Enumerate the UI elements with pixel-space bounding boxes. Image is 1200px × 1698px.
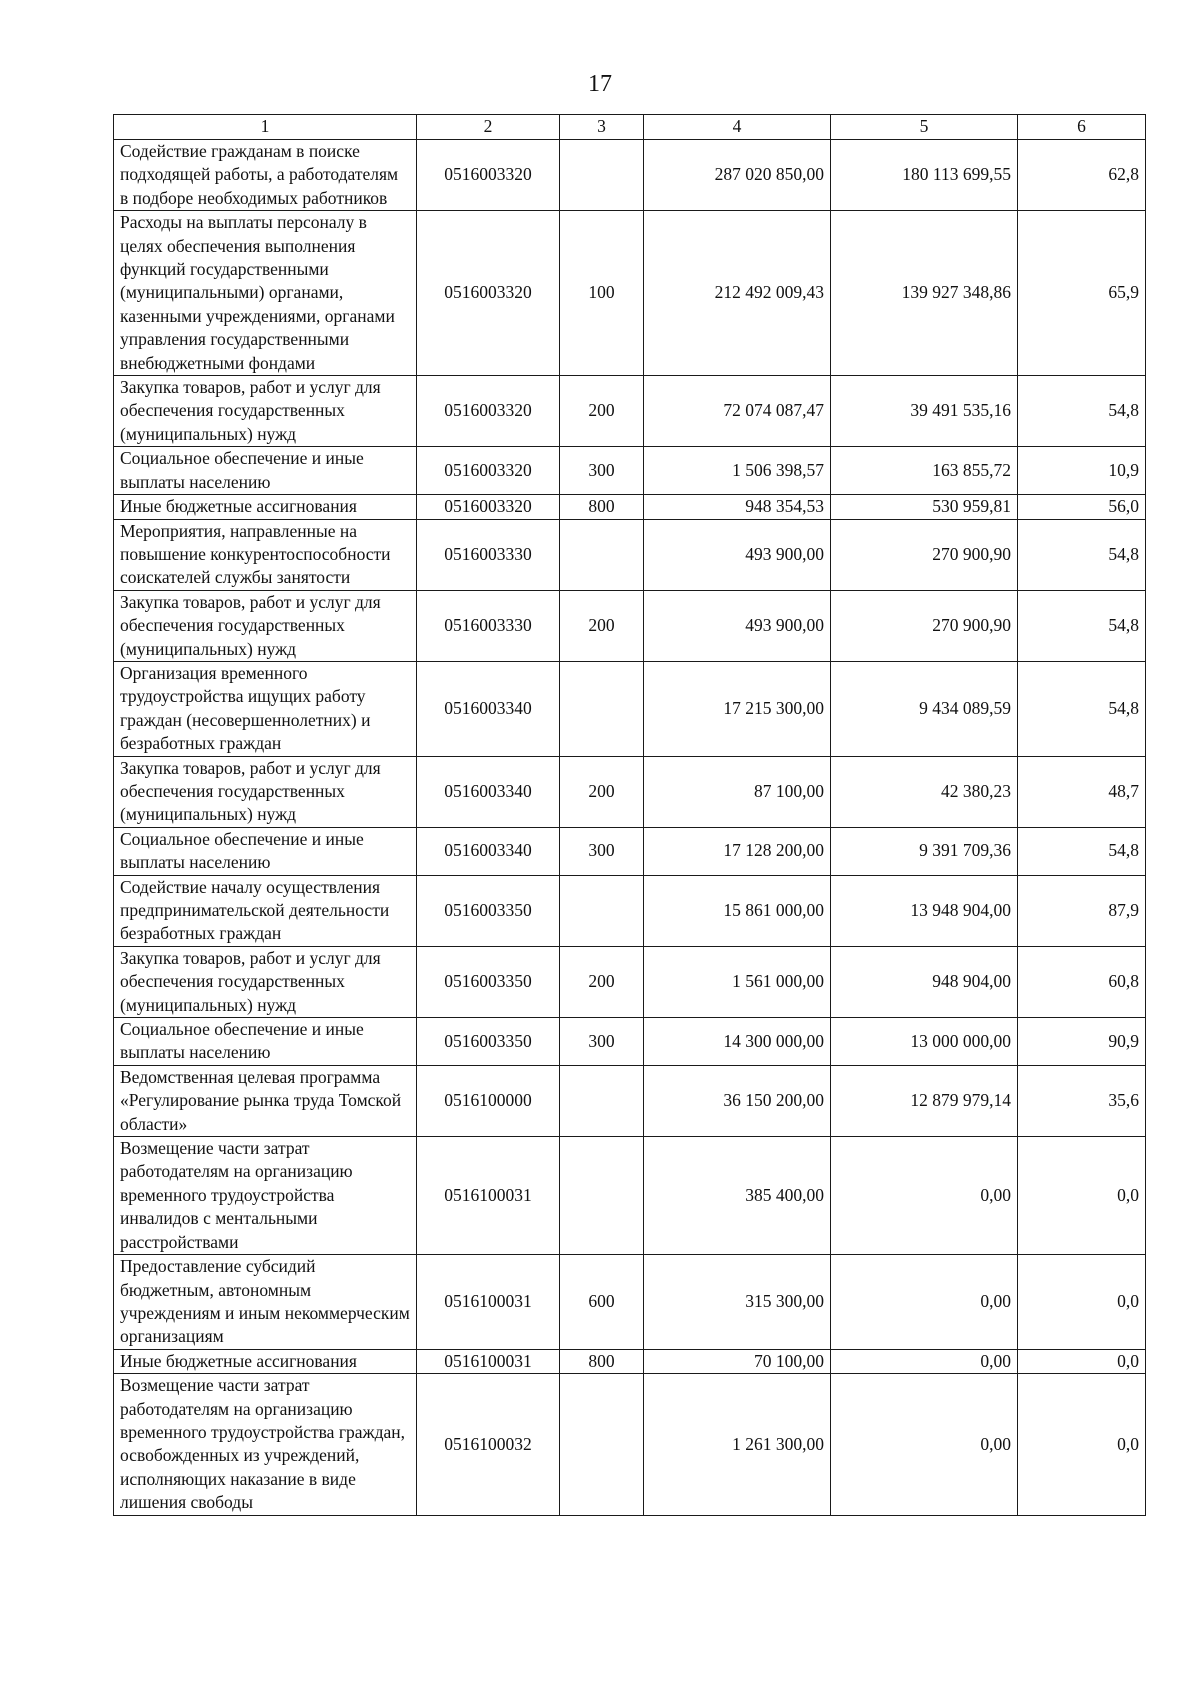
percent-cell: 0,0 (1018, 1349, 1146, 1373)
percent-cell: 54,8 (1018, 519, 1146, 590)
table-row (114, 376, 1146, 447)
row-name-cell: Закупка товаров, работ и услуг для обеспечения государственных (муниципальных) нужд (114, 590, 417, 661)
percent-cell: 54,8 (1018, 376, 1146, 447)
table-row (114, 590, 1146, 661)
planned-amount-cell: 212 492 009,43 (644, 211, 831, 376)
column-header-5: 5 (831, 115, 1018, 140)
expense-type-cell: 800 (560, 495, 644, 519)
table-row (114, 211, 1146, 376)
expense-type-cell (560, 661, 644, 756)
actual-amount-cell: 0,00 (831, 1374, 1018, 1515)
row-name-cell: Иные бюджетные ассигнования (114, 1349, 417, 1373)
row-name-cell: Возмещение части затрат работодателям на организацию временного трудоустройства граждан, освобожденных из учреждений, исполняющих наказание в виде лишения свободы (114, 1374, 417, 1515)
row-name-cell: Ведомственная целевая программа «Регулирование рынка труда Томской области» (114, 1065, 417, 1136)
actual-amount-cell: 12 879 979,14 (831, 1065, 1018, 1136)
row-name-cell: Содействие началу осуществления предпринимательской деятельности безработных граждан (114, 875, 417, 946)
target-code-cell: 0516100031 (417, 1255, 560, 1350)
row-name-cell: Закупка товаров, работ и услуг для обеспечения государственных (муниципальных) нужд (114, 376, 417, 447)
table-row (114, 1349, 1146, 1373)
planned-amount-cell: 72 074 087,47 (644, 376, 831, 447)
target-code-cell: 0516003330 (417, 590, 560, 661)
table-body (114, 140, 1146, 1516)
expense-type-cell: 300 (560, 447, 644, 495)
row-name-cell: Социальное обеспечение и иные выплаты населению (114, 827, 417, 875)
expense-type-cell (560, 1065, 644, 1136)
planned-amount-cell: 315 300,00 (644, 1255, 831, 1350)
actual-amount-cell: 180 113 699,55 (831, 140, 1018, 211)
expense-type-cell: 200 (560, 590, 644, 661)
percent-cell: 54,8 (1018, 590, 1146, 661)
planned-amount-cell: 1 261 300,00 (644, 1374, 831, 1515)
actual-amount-cell: 948 904,00 (831, 946, 1018, 1017)
actual-amount-cell: 139 927 348,86 (831, 211, 1018, 376)
row-name-cell: Мероприятия, направленные на повышение конкурентоспособности соискателей службы занятости (114, 519, 417, 590)
percent-cell: 56,0 (1018, 495, 1146, 519)
target-code-cell: 0516003340 (417, 661, 560, 756)
expense-type-cell: 300 (560, 1018, 644, 1066)
percent-cell: 87,9 (1018, 875, 1146, 946)
percent-cell: 60,8 (1018, 946, 1146, 1017)
target-code-cell: 0516003330 (417, 519, 560, 590)
percent-cell: 54,8 (1018, 661, 1146, 756)
actual-amount-cell: 39 491 535,16 (831, 376, 1018, 447)
expense-type-cell: 200 (560, 376, 644, 447)
planned-amount-cell: 385 400,00 (644, 1137, 831, 1255)
expense-type-cell: 100 (560, 211, 644, 376)
column-header-4: 4 (644, 115, 831, 140)
target-code-cell: 0516003350 (417, 1018, 560, 1066)
actual-amount-cell: 9 434 089,59 (831, 661, 1018, 756)
target-code-cell: 0516003320 (417, 140, 560, 211)
actual-amount-cell: 13 948 904,00 (831, 875, 1018, 946)
planned-amount-cell: 493 900,00 (644, 519, 831, 590)
planned-amount-cell: 70 100,00 (644, 1349, 831, 1373)
table-row (114, 756, 1146, 827)
planned-amount-cell: 1 506 398,57 (644, 447, 831, 495)
expense-type-cell (560, 519, 644, 590)
row-name-cell: Содействие гражданам в поиске подходящей работы, а работодателям в подборе необходимых работников (114, 140, 417, 211)
table-row (114, 1137, 1146, 1255)
expense-type-cell: 300 (560, 827, 644, 875)
expense-type-cell (560, 875, 644, 946)
header-row (114, 115, 1146, 140)
expense-type-cell: 800 (560, 1349, 644, 1373)
actual-amount-cell: 270 900,90 (831, 590, 1018, 661)
budget-table (113, 114, 1146, 1516)
target-code-cell: 0516100031 (417, 1349, 560, 1373)
planned-amount-cell: 17 215 300,00 (644, 661, 831, 756)
target-code-cell: 0516003320 (417, 376, 560, 447)
expense-type-cell (560, 1374, 644, 1515)
planned-amount-cell: 1 561 000,00 (644, 946, 831, 1017)
actual-amount-cell: 0,00 (831, 1255, 1018, 1350)
percent-cell: 0,0 (1018, 1374, 1146, 1515)
percent-cell: 54,8 (1018, 827, 1146, 875)
expense-type-cell: 600 (560, 1255, 644, 1350)
percent-cell: 35,6 (1018, 1065, 1146, 1136)
planned-amount-cell: 36 150 200,00 (644, 1065, 831, 1136)
column-header-3: 3 (560, 115, 644, 140)
actual-amount-cell: 530 959,81 (831, 495, 1018, 519)
target-code-cell: 0516003320 (417, 495, 560, 519)
planned-amount-cell: 15 861 000,00 (644, 875, 831, 946)
planned-amount-cell: 17 128 200,00 (644, 827, 831, 875)
expense-type-cell: 200 (560, 946, 644, 1017)
planned-amount-cell: 287 020 850,00 (644, 140, 831, 211)
expense-type-cell (560, 1137, 644, 1255)
target-code-cell: 0516003320 (417, 211, 560, 376)
table-row (114, 946, 1146, 1017)
planned-amount-cell: 493 900,00 (644, 590, 831, 661)
row-name-cell: Закупка товаров, работ и услуг для обеспечения государственных (муниципальных) нужд (114, 756, 417, 827)
row-name-cell: Социальное обеспечение и иные выплаты населению (114, 447, 417, 495)
row-name-cell: Расходы на выплаты персоналу в целях обеспечения выполнения функций государственными (муниципальными) органами, казенными учреждениями, органами управления государственными внебюджетными фондами (114, 211, 417, 376)
target-code-cell: 0516100031 (417, 1137, 560, 1255)
target-code-cell: 0516100000 (417, 1065, 560, 1136)
table-row (114, 1255, 1146, 1350)
planned-amount-cell: 87 100,00 (644, 756, 831, 827)
table-row (114, 1374, 1146, 1515)
target-code-cell: 0516003350 (417, 946, 560, 1017)
target-code-cell: 0516003340 (417, 827, 560, 875)
row-name-cell: Закупка товаров, работ и услуг для обеспечения государственных (муниципальных) нужд (114, 946, 417, 1017)
table-row (114, 827, 1146, 875)
target-code-cell: 0516100032 (417, 1374, 560, 1515)
table-row (114, 661, 1146, 756)
percent-cell: 10,9 (1018, 447, 1146, 495)
expense-type-cell (560, 140, 644, 211)
percent-cell: 65,9 (1018, 211, 1146, 376)
actual-amount-cell: 270 900,90 (831, 519, 1018, 590)
actual-amount-cell: 42 380,23 (831, 756, 1018, 827)
page-number: 17 (588, 71, 612, 97)
row-name-cell: Организация временного трудоустройства ищущих работу граждан (несовершеннолетних) и безработных граждан (114, 661, 417, 756)
row-name-cell: Иные бюджетные ассигнования (114, 495, 417, 519)
actual-amount-cell: 13 000 000,00 (831, 1018, 1018, 1066)
table-row (114, 875, 1146, 946)
target-code-cell: 0516003350 (417, 875, 560, 946)
column-header-1: 1 (114, 115, 417, 140)
percent-cell: 90,9 (1018, 1018, 1146, 1066)
column-header-6: 6 (1018, 115, 1146, 140)
percent-cell: 48,7 (1018, 756, 1146, 827)
actual-amount-cell: 9 391 709,36 (831, 827, 1018, 875)
table-row (114, 140, 1146, 211)
planned-amount-cell: 14 300 000,00 (644, 1018, 831, 1066)
target-code-cell: 0516003340 (417, 756, 560, 827)
table-row (114, 495, 1146, 519)
row-name-cell: Предоставление субсидий бюджетным, автономным учреждениям и иным некоммерческим организациям (114, 1255, 417, 1350)
column-header-2: 2 (417, 115, 560, 140)
percent-cell: 62,8 (1018, 140, 1146, 211)
actual-amount-cell: 0,00 (831, 1349, 1018, 1373)
table-row (114, 1065, 1146, 1136)
percent-cell: 0,0 (1018, 1137, 1146, 1255)
percent-cell: 0,0 (1018, 1255, 1146, 1350)
table-row (114, 447, 1146, 495)
planned-amount-cell: 948 354,53 (644, 495, 831, 519)
expense-type-cell: 200 (560, 756, 644, 827)
row-name-cell: Социальное обеспечение и иные выплаты населению (114, 1018, 417, 1066)
actual-amount-cell: 0,00 (831, 1137, 1018, 1255)
row-name-cell: Возмещение части затрат работодателям на организацию временного трудоустройства инвалидов с ментальными расстройствами (114, 1137, 417, 1255)
table-row (114, 519, 1146, 590)
target-code-cell: 0516003320 (417, 447, 560, 495)
actual-amount-cell: 163 855,72 (831, 447, 1018, 495)
table-row (114, 1018, 1146, 1066)
